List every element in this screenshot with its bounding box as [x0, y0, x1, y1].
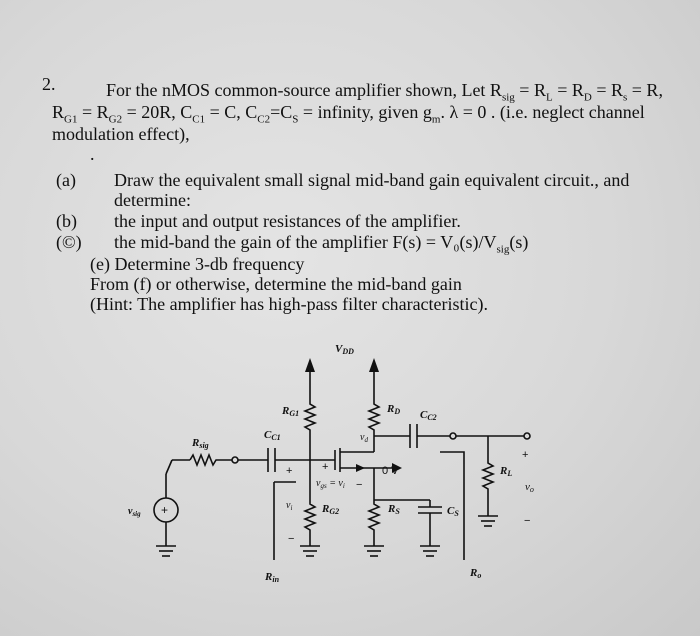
cc1-label: CC1	[264, 429, 281, 442]
rg1-label: RG1	[282, 405, 300, 418]
vsig-label: $v_{sig}$	[128, 506, 141, 518]
ground-rl	[478, 516, 498, 526]
part-a-label: (a)	[56, 170, 76, 190]
intro-line-2: $R_{G1} = R_{G2} = 20R$, $C_{C1} = C$, $C_{C2}=C_S$ = infinity, given $g_m$. λ = 0 . (i.e. neglect channel	[52, 102, 645, 126]
part-b-text: the input and output resistances of the amplifier.	[114, 211, 461, 231]
hint-text: (Hint: The amplifier has high-pass filter characteristic).	[90, 294, 489, 314]
rd-resistor	[369, 400, 379, 448]
rsig-node	[232, 457, 238, 463]
rs-label: RS	[388, 503, 400, 516]
rsig-label: Rsig	[192, 437, 209, 450]
intro-line-3: modulation effect),	[52, 124, 190, 144]
vo-label: vo	[525, 481, 534, 494]
cs-label: CS	[447, 505, 459, 518]
vdd-label: VDD	[335, 343, 354, 356]
ground-vsig	[156, 546, 176, 556]
vi-plus: +	[286, 465, 293, 477]
vo-plus: +	[522, 449, 529, 461]
rl-label: RL	[500, 465, 513, 478]
vo-minus: −	[524, 515, 531, 527]
rsig-resistor	[190, 455, 232, 465]
mosfet-arrow	[356, 464, 365, 472]
part-b-label: (b)	[56, 211, 77, 231]
rs-resistor	[369, 500, 379, 546]
vdd-arrowhead-left	[305, 358, 315, 372]
rl-resistor	[483, 460, 493, 516]
part-a-text: Draw the equivalent small signal mid-band gain equivalent circuit., and	[114, 170, 630, 190]
vsig-plus-sign: +	[161, 503, 169, 517]
zero-v-label: 0 V	[382, 465, 399, 477]
cc2-node	[450, 433, 456, 439]
ground-cs	[420, 546, 440, 556]
vgs-minus: −	[356, 479, 363, 491]
vd-label: $v_d$	[360, 432, 368, 444]
part-c-label: (©)	[56, 232, 82, 252]
rg1-resistor	[305, 400, 315, 460]
intro-line-1: For the nMOS common-source amplifier shown, Let $R_{sig} = R_L = R_D = R_s = R$,	[106, 80, 663, 104]
problem-number: 2.	[42, 74, 56, 94]
rg2-resistor	[305, 500, 315, 546]
rg2-label: RG2	[322, 503, 340, 516]
bullet-dot: .	[90, 144, 95, 164]
ro-label: Ro	[470, 567, 482, 580]
vgs-equation: $v_{gs} = v_i$	[316, 478, 345, 490]
cc2-label: CC2	[420, 409, 437, 422]
vgs-plus: +	[322, 461, 329, 473]
vi-minus: −	[288, 533, 295, 545]
rin-label: Rin	[265, 571, 280, 584]
ground-rg2	[300, 546, 320, 556]
rd-label: RD	[387, 403, 401, 416]
vdd-arrowhead-right	[369, 358, 379, 372]
part-a-text-2: determine:	[114, 190, 191, 210]
part-c-text: the mid-band the gain of the amplifier $F(s) = V_0(s)/V_{sig}(s)$	[114, 232, 529, 256]
output-terminal-top	[524, 433, 530, 439]
part-f-text: From (f) or otherwise, determine the mid-band gain	[90, 274, 462, 294]
ground-rs	[364, 546, 384, 556]
part-e-text: (e) Determine 3-db frequency	[90, 254, 305, 274]
vi-label: $v_i$	[286, 500, 293, 512]
